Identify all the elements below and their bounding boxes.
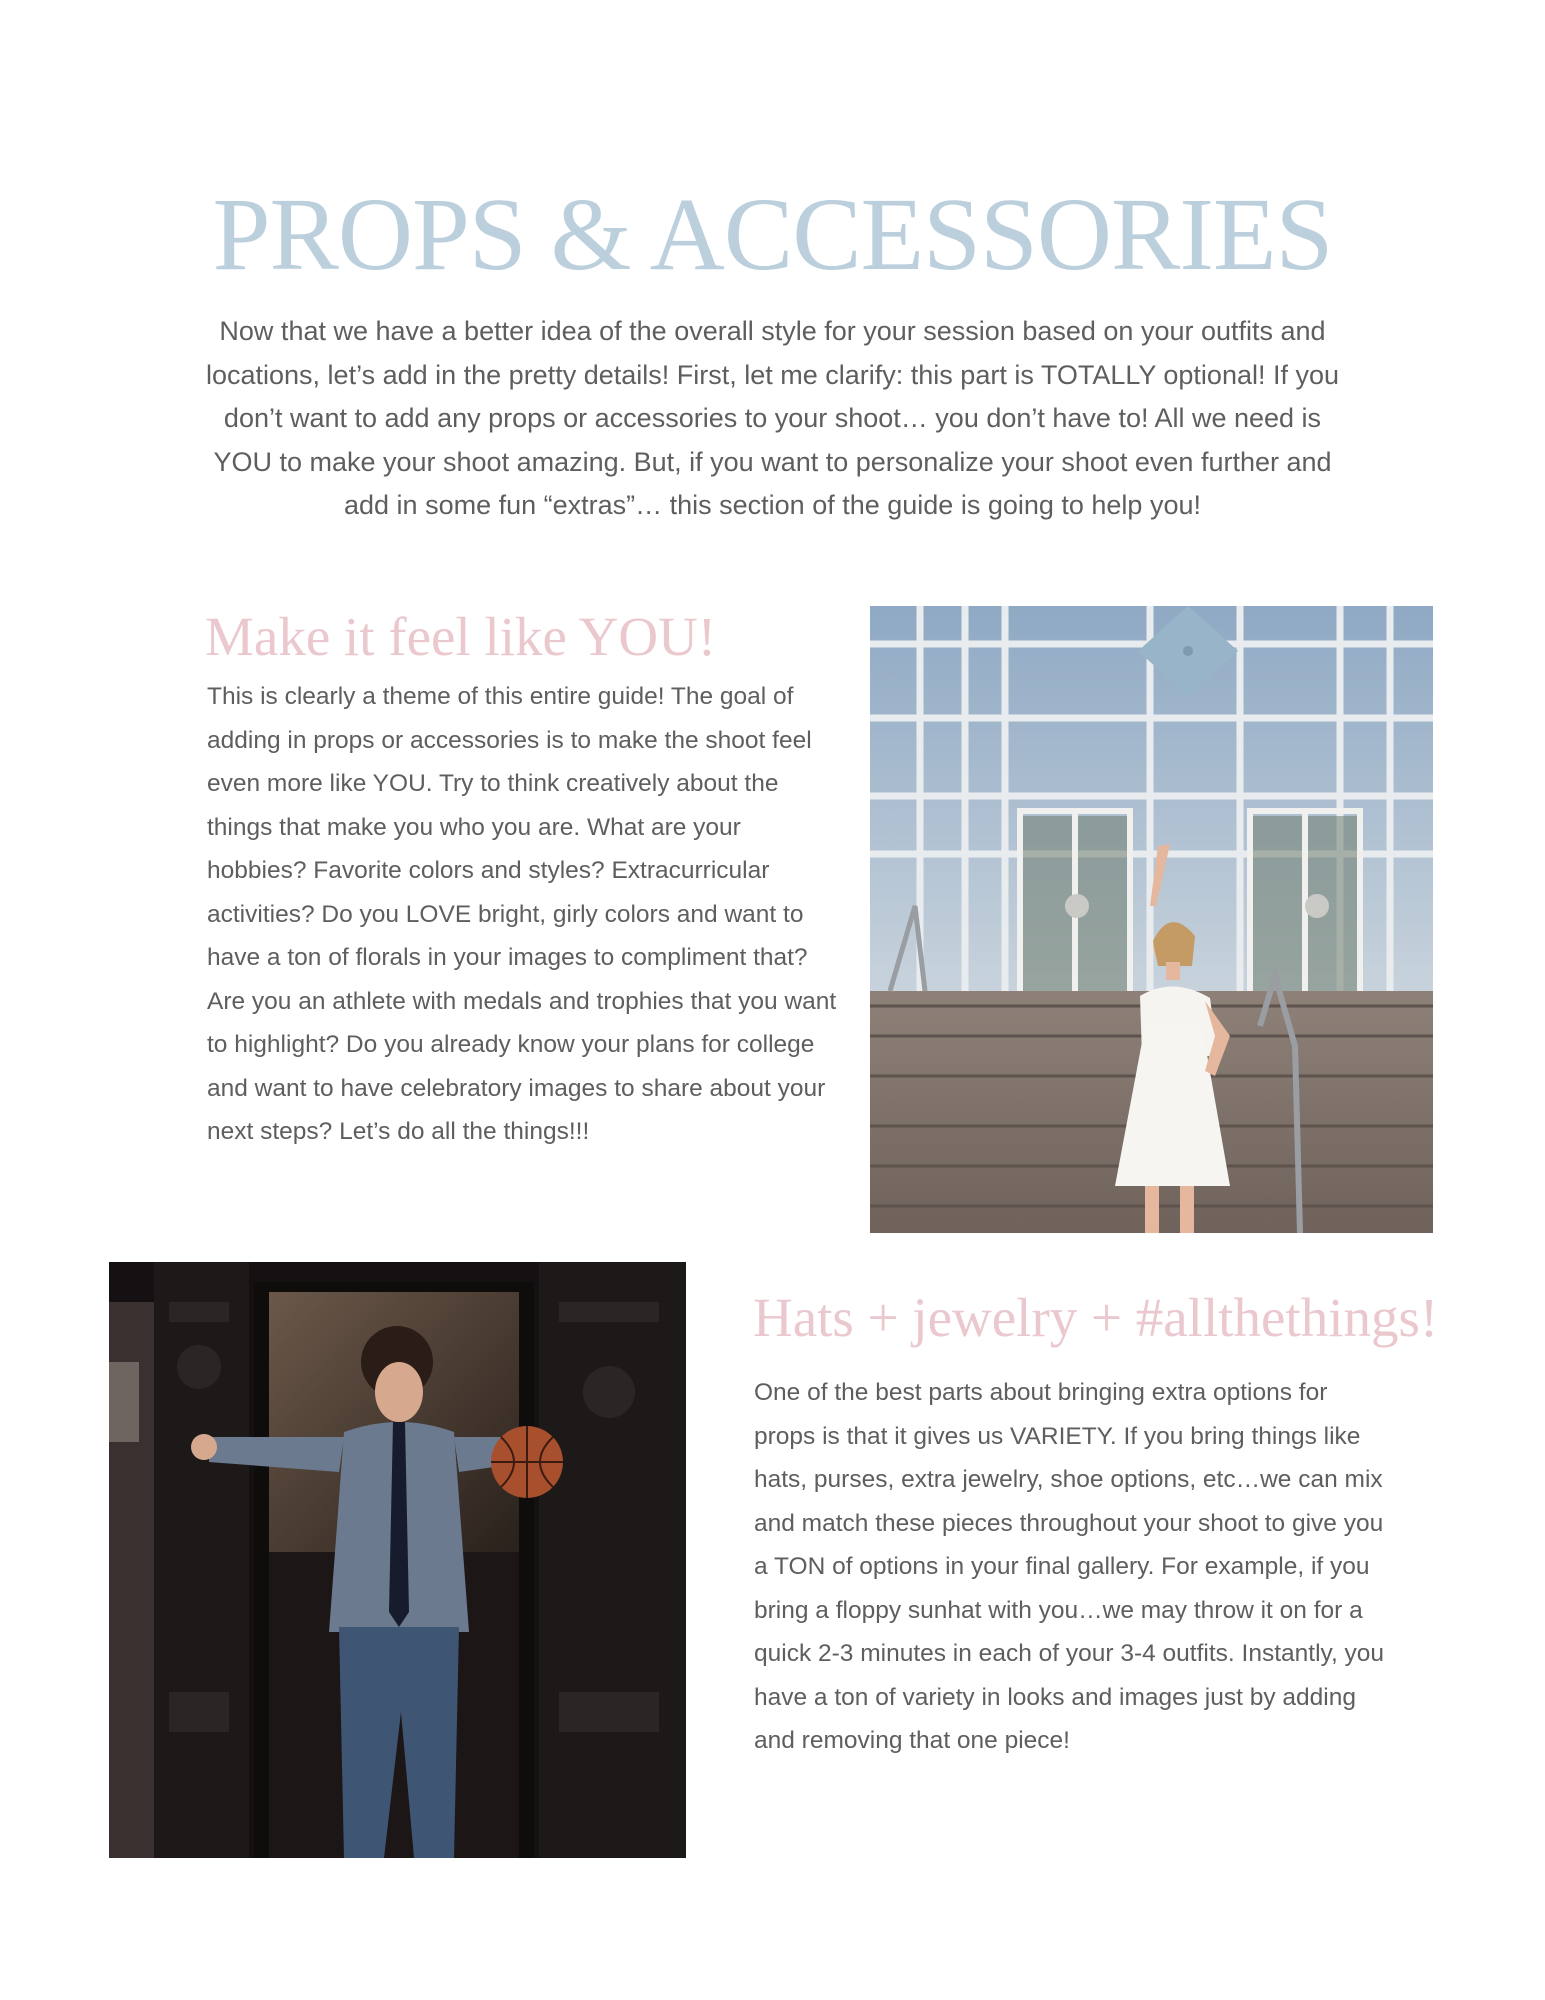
photo-graduate-cap-toss xyxy=(870,606,1433,1233)
section-heading-make-it-feel-like-you: Make it feel like YOU! xyxy=(205,606,717,667)
page-title: PROPS & ACCESSORIES xyxy=(212,177,1333,292)
section-heading-hats-jewelry: Hats + jewelry + #allthethings! xyxy=(753,1287,1439,1348)
intro-paragraph: Now that we have a better idea of the overall style for your session based on your outfits and locations, let’s add in the pretty details! First, let me clarify: this part is TOTALLY optional! If you don’t want to add any props or accessories to your shoot… you don’t have to! All we need is YOU to make your shoot amazing. But, if you want to personalize your shoot even further and add in some fun “extras”… this section of the guide is going to help you! xyxy=(205,316,1340,520)
section-body-make-it-feel-like-you: This is clearly a theme of this entire guide! The goal of adding in props or accessories is to make the shoot feel even more like YOU. Try to think creatively about the things that make you who you are. What are your hobbies? Favorite colors and styles? Extracurricular activities? Do you LOVE bright, girly colors and want to have a ton of florals in your images to compliment that? Are you an athlete with medals and trophies that you want to highlight? Do you already know your plans for college and want to have celebratory images to share about your next steps? Let’s do all the things!!! xyxy=(207,683,837,1145)
section-body-hats-jewelry: One of the best parts about bringing extra options for props is that it gives us VARIETY. If you bring things like hats, purses, extra jewelry, shoe options, etc…we can mix and match these pieces throughout your shoot to give you a TON of options in your final gallery. For example, if you bring a floppy sunhat with you…we may throw it on for a quick 2-3 minutes in each of your 3-4 outfits. Instantly, you have a ton of variety in looks and images just by adding and removing that one piece! xyxy=(754,1379,1385,1754)
photo-basketball-doorway xyxy=(109,1262,686,1858)
